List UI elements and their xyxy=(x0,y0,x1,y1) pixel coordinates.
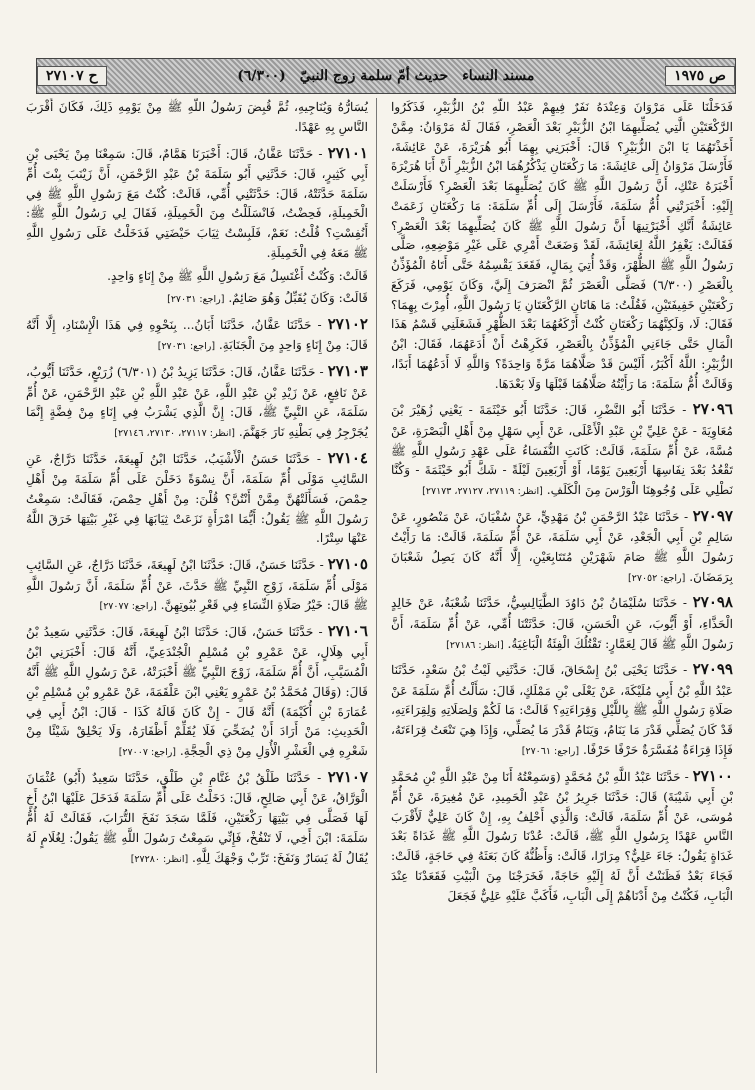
hadith-text: حَدَّثَنَا سُلَيْمَانُ بْنُ دَاوُدَ الطَّيَالِسِيُّ، حَدَّثَنَا شُعْبَةُ، عَنْ خَالِدٍ الْحَذَّاءِ، أَوْ أَيُّوبَ، عَنِ الْحَسَنِ، قَالَ: حَدَّثَتْنَا أُمِّي، عَنْ أُمِّ سَلَمَةَ، أَنَّ رَسُولَ اللَّهِ ﷺ قَالَ لِعَمَّارٍ: تَقْتُلُكَ الْفِئَةُ الْبَاغِيَةُ. xyxy=(391,596,733,651)
hadith-paragraph: ٢٧٠٩٩ - حَدَّثَنَا يَحْيَى بْنُ إِسْحَاقَ، قَالَ: حَدَّثَنِي لَيْثُ بْنُ سَعْدٍ، حَدَّثَنَا عَبْدُ اللَّهِ بْنُ أَبِي مُلَيْكَةَ، عَنْ يَعْلَى بْنِ مَمْلَكٍ، قَالَ: سَأَلْتُ أُمَّ سَلَمَةَ عَنْ صَلَاةِ رَسُولِ اللَّهِ ﷺ بِاللَّيْلِ وَقِرَاءَتِهِ؟ قَالَتْ: مَا لَكُمْ وَلِصَلَاتِهِ وَلِقِرَاءَتِهِ، قَدْ كَانَ يُصَلِّي قَدْرَ مَا يَنَامُ، وَيَنَامُ قَدْرَ مَا يُصَلِّي، وَإِذَا هِيَ تَنْعَتُ قِرَاءَتَهُ، فَإِذَا قِرَاءَةٌ مُفَسَّرَةٌ حَرْفًا حَرْفًا. [راجع: ٢٧٠٦١] xyxy=(391,660,733,757)
hadith-text: حَدَّثَنَا حَسَنُ الْأَشْيَبُ، حَدَّثَنَا ابْنُ لَهِيعَةَ، حَدَّثَنَا دَرَّاجٌ، عَنِ السَّائِبِ مَوْلَى أُمِّ سَلَمَةَ، أَنَّ نِسْوَةً دَخَلْنَ عَلَى أُمِّ سَلَمَةَ مِنْ أَهْلِ حِمْصَ، فَسَأَلَتْهُنَّ مِمَّنْ أَنْتُنَّ؟ قُلْنَ: مِنْ أَهْلِ حِمْصَ، فَقَالَتْ: سَمِعْتُ رَسُولَ اللَّهِ ﷺ يَقُولُ: أَيُّمَا امْرَأَةٍ نَزَعَتْ ثِيَابَهَا فِي غَيْرِ بَيْتِهَا خَرَقَ اللَّهُ عَنْهَا سِتْرًا. xyxy=(26,451,368,546)
hadith-text: يُسَارُّهُ وَيُنَاجِيهِ، ثُمَّ قُبِضَ رَسُولُ اللَّهِ ﷺ مِنْ يَوْمِهِ ذَلِكَ، فَكَانَ أَقْرَبَ النَّاسِ بِهِ عَهْدًا. xyxy=(26,100,368,134)
page-number: ص ١٩٧٥ xyxy=(665,66,735,86)
hadith-number: ٢٧١٠٦ xyxy=(327,622,368,641)
hadith-number: ٢٧١٠٥ xyxy=(327,555,368,574)
hadith-paragraph: ٢٧١٠٤ - حَدَّثَنَا حَسَنُ الْأَشْيَبُ، حَدَّثَنَا ابْنُ لَهِيعَةَ، حَدَّثَنَا دَرَّاجٌ، عَنِ السَّائِبِ مَوْلَى أُمِّ سَلَمَةَ، أَنَّ نِسْوَةً دَخَلْنَ عَلَى أُمِّ سَلَمَةَ مِنْ أَهْلِ حِمْصَ، فَسَأَلَتْهُنَّ مِمَّنْ أَنْتُنَّ؟ قُلْنَ: مِنْ أَهْلِ حِمْصَ، فَقَالَتْ: سَمِعْتُ رَسُولَ اللَّهِ ﷺ يَقُولُ: أَيُّمَا امْرَأَةٍ نَزَعَتْ ثِيَابَهَا فِي غَيْرِ بَيْتِهَا خَرَقَ اللَّهُ عَنْهَا سِتْرًا. xyxy=(26,448,368,546)
hadith-number: ٢٧١٠٠ xyxy=(692,766,733,785)
cross-reference: [راجع: ٢٧٠٣١] xyxy=(167,294,225,306)
hadith-number: ٢٧١٠٧ xyxy=(327,767,368,786)
cross-reference: [راجع: ٢٧٠٥٢] xyxy=(628,572,686,584)
cross-reference: [انظر: ٢٧٢٨٠] xyxy=(130,853,189,865)
cross-reference: [راجع: ٢٧٠٣١] xyxy=(157,341,216,353)
hadith-number: ٢٧٠٩٨ xyxy=(692,593,733,612)
hadith-text: حَدَّثَنَا عَفَّانُ، قَالَ: حَدَّثَنَا يَزِيدُ بْنُ (٦/٣٠١) زُرَيْعٍ، حَدَّثَنَا أَيُّوبُ، عَنْ نَافِعٍ، عَنْ زَيْدِ بْنِ عَبْدِ اللَّهِ، عَنْ عَبْدِ اللَّهِ بْنِ عَبْدِ الرَّحْمَنِ، عَنْ أُمِّ سَلَمَةَ، عَنِ النَّبِيِّ ﷺ، قَالَ: إِنَّ الَّذِي يَشْرَبُ فِي إِنَاءٍ مِنْ فِضَّةٍ إِنَّمَا يُجَرْجِرُ فِي بَطْنِهِ نَارَ جَهَنَّمَ. xyxy=(26,365,368,440)
hadith-number: ٢٧١٠١ xyxy=(327,143,368,162)
book-title: مسند النساء xyxy=(462,68,535,84)
hadith-paragraph xyxy=(391,98,733,394)
hadith-text: حَدَّثَنَا حَسَنٌ، قَالَ: حَدَّثَنَا ابْنُ لَهِيعَةَ، حَدَّثَنَا دَرَّاجٌ، عَنِ السَّائِبِ مَوْلَى أُمِّ سَلَمَةَ، زَوْجِ النَّبِيِّ ﷺ حَدَّثَ، عَنْ أُمِّ سَلَمَةَ، أَنَّ رَسُولَ اللَّهِ ﷺ قَالَ: خَيْرُ صَلَاةِ النِّسَاءِ فِي قَعْرِ بُيُوتِهِنَّ. xyxy=(26,558,368,613)
column-divider xyxy=(376,98,377,1073)
hadith-paragraph: ٢٧١٠٢ - حَدَّثَنَا عَفَّانُ، حَدَّثَنَا أَبَانُ... بِنَحْوِهِ فِي هَذَا الْإِسْنَادِ، إِلَّا أَنَّهُ قَالَ: مِنْ إِنَاءٍ وَاحِدٍ مِنَ الْجَنَابَةِ. [راجع: ٢٧٠٣١] xyxy=(26,315,368,353)
hadith-text: حَدَّثَنَا عَبْدُ الرَّحْمَنِ بْنُ مَهْدِيٍّ، عَنْ سُفْيَانَ، عَنْ مَنْصُورٍ، عَنْ سَالِمِ بْنِ أَبِي الْجَعْدِ، عَنْ أَبِي سَلَمَةَ، عَنْ أُمِّ سَلَمَةَ، قَالَتْ: مَا رَأَيْتُ رَسُولَ اللَّهِ ﷺ صَامَ شَهْرَيْنِ مُتَتَابِعَيْنِ، إِلَّا أَنَّهُ كَانَ يَصِلُ شَعْبَانَ بِرَمَضَانَ. xyxy=(391,509,733,584)
hadith-paragraph: ٢٧١٠٠ - حَدَّثَنَا عَبْدُ اللَّهِ بْنُ مُحَمَّدٍ (وَسَمِعْتُهُ أَنَا مِنْ عَبْدِ اللَّهِ بْنِ مُحَمَّدِ بْنِ أَبِي شَيْبَةَ) قَالَ: حَدَّثَنَا جَرِيرُ بْنُ عَبْدِ الْحَمِيدِ، عَنْ مُغِيرَةَ، عَنْ أُمِّ مُوسَى، عَنْ أُمِّ سَلَمَةَ، قَالَتْ: وَالَّذِي أَحْلِفُ بِهِ، إِنْ كَانَ عَلِيٌّ لَأَقْرَبَ النَّاسِ عَهْدًا بِرَسُولِ اللَّهِ ﷺ، قَالَتْ: عُدْنَا رَسُولَ اللَّهِ ﷺ غَدَاةً بَعْدَ غَدَاةٍ يَقُولُ: جَاءَ عَلِيٌّ؟ مِرَارًا، قَالَتْ: وَأَظُنُّهُ كَانَ بَعَثَهُ فِي حَاجَةٍ، قَالَتْ: فَجَاءَ بَعْدُ فَظَنَنْتُ أَنَّ لَهُ إِلَيْهِ حَاجَةً، فَخَرَجْنَا مِنَ الْبَيْتِ فَقَعَدْنَا عِنْدَ الْبَابِ، فَكُنْتُ مِنْ أَدْنَاهُمْ إِلَى الْبَابِ، فَأَكَبَّ عَلَيْهِ عَلِيٌّ فَجَعَلَ xyxy=(391,766,733,903)
hadith-text: حَدَّثَنَا طَلْقُ بْنُ غَنَّامِ بْنِ طَلْقٍ، حَدَّثَنَا سَعِيدٌ (أَبُو) عُثْمَانَ الْوَرَّاقُ، عَنْ أَبِي صَالِحٍ، قَالَ: دَخَلْتُ عَلَى أُمِّ سَلَمَةَ فَدَخَلَ عَلَيْهَا ابْنُ أَخٍ لَهَا فَصَلَّى فِي بَيْتِهَا رَكْعَتَيْنِ، فَلَمَّا سَجَدَ نَفَخَ التُّرَابَ، فَقَالَتْ لَهُ أُمُّ سَلَمَةَ: ابْنَ أَخِي، لَا تَنْفُخْ، فَإِنِّي سَمِعْتُ رَسُولَ اللَّهِ ﷺ يَقُولُ: لِغُلَامٍ لَهُ يُقَالُ لَهُ يَسَارٌ وَنَفَخَ: تَرِّبْ وَجْهَكَ لِلَّهِ. xyxy=(26,770,368,865)
hadith-text: حَدَّثَنَا عَفَّانُ، قَالَ: أَخْبَرَنَا هَمَّامٌ، قَالَ: سَمِعْنَا مِنْ يَحْيَى بْنِ أَبِي كَثِيرٍ، قَالَ: حَدَّثَنِي أَبُو سَلَمَةَ بْنُ عَبْدِ الرَّحْمَنِ، أَنَّ زَيْنَبَ بِنْتَ أُمِّ سَلَمَةَ حَدَّثَتْهُ، قَالَ: حَدَّثَتْنِي أُمِّي، قَالَتْ: كُنْتُ مَعَ رَسُولِ اللَّهِ ﷺ فِي الْخَمِيلَةِ، فَحِضْتُ، فَانْسَلَلْتُ مِنَ الْخَمِيلَةِ، فَقَالَ لِي رَسُولُ اللَّهِ ﷺ: أَنُفِسْتِ؟ قُلْتُ: نَعَمْ، فَلَبِسْتُ ثِيَابَ حَيْضَتِي فَدَخَلْتُ عَلَى رَسُولِ اللَّهِ ﷺ مَعَهُ فِي الْخَمِيلَةِ. xyxy=(26,146,368,260)
hadith-text: حَدَّثَنَا يَحْيَى بْنُ إِسْحَاقَ، قَالَ: حَدَّثَنِي لَيْثُ بْنُ سَعْدٍ، حَدَّثَنَا عَبْدُ اللَّهِ بْنُ أَبِي مُلَيْكَةَ، عَنْ يَعْلَى بْنِ مَمْلَكٍ، قَالَ: سَأَلْتُ أُمَّ سَلَمَةَ عَنْ صَلَاةِ رَسُولِ اللَّهِ ﷺ بِاللَّيْلِ وَقِرَاءَتِهِ؟ قَالَتْ: مَا لَكُمْ وَلِصَلَاتِهِ وَلِقِرَاءَتِهِ، قَدْ كَانَ يُصَلِّي قَدْرَ مَا يَنَامُ، وَيَنَامُ قَدْرَ مَا يُصَلِّي، وَإِذَا هِيَ تَنْعَتُ قِرَاءَتَهُ، فَإِذَا قِرَاءَةٌ مُفَسَّرَةٌ حَرْفًا حَرْفًا. xyxy=(391,663,733,757)
hadith-text: حَدَّثَنَا أَبُو النَّضْرِ، قَالَ: حَدَّثَنَا أَبُو خَيْثَمَةَ - يَعْنِي زُهَيْرَ بْنَ مُعَاوِيَةَ - عَنْ عَلِيِّ بْنِ عَبْدِ الْأَعْلَى، عَنْ أَبِي سَهْلٍ مِنْ أَهْلِ الْبَصْرَةِ، عَنْ مُسَّةَ، عَنْ أُمِّ سَلَمَةَ، قَالَتْ: كَانَتِ النُّفَسَاءُ عَلَى عَهْدِ رَسُولِ اللَّهِ ﷺ تَقْعُدُ بَعْدَ نِفَاسِهَا أَرْبَعِينَ يَوْمًا، أَوْ أَرْبَعِينَ لَيْلَةً - شَكَّ أَبُو خَيْثَمَةَ - وَكُنَّا نَطْلِي عَلَى وُجُوهِنَا الْوَرْسَ مِنَ الْكَلَفِ. xyxy=(391,403,733,498)
hadith-paragraph: ٢٧١٠٣ - حَدَّثَنَا عَفَّانُ، قَالَ: حَدَّثَنَا يَزِيدُ بْنُ (٦/٣٠١) زُرَيْعٍ، حَدَّثَنَا أَيُّوبُ، عَنْ نَافِعٍ، عَنْ زَيْدِ بْنِ عَبْدِ اللَّهِ، عَنْ عَبْدِ اللَّهِ بْنِ عَبْدِ الرَّحْمَنِ، عَنْ أُمِّ سَلَمَةَ، عَنِ النَّبِيِّ ﷺ، قَالَ: إِنَّ الَّذِي يَشْرَبُ فِي إِنَاءٍ مِنْ فِضَّةٍ إِنَّمَا يُجَرْجِرُ فِي بَطْنِهِ نَارَ جَهَنَّمَ. [انظر: ٢٧١١٧، ٢٧١٣٠، ٢٧١٤٦] xyxy=(26,362,368,440)
hadith-number: ٢٧١٠٤ xyxy=(327,448,368,467)
hadith-text: حَدَّثَنَا عَفَّانُ، حَدَّثَنَا أَبَانُ... بِنَحْوِهِ فِي هَذَا الْإِسْنَادِ، إِلَّا أَنَّهُ قَالَ: مِنْ إِنَاءٍ وَاحِدٍ مِنَ الْجَنَابَةِ. xyxy=(26,318,368,353)
hadith-text: فَدَخَلْنَا عَلَى مَرْوَانَ وَعِنْدَهُ نَفَرٌ فِيهِمْ عَبْدُ اللَّهِ بْنُ الزُّبَيْرِ، فَذَكَرُوا الرَّكْعَتَيْنِ الَّتِي يُصَلِّيهِمَا ابْنُ الزُّبَيْرِ بَعْدَ الْعَصْرِ، فَقَالَ لَهُ مَرْوَانُ: مِمَّنْ أَخَذْتَهُمَا يَا ابْنَ الزُّبَيْرِ؟ قَالَ: أَخْبَرَنِي بِهِمَا أَبُو هُرَيْرَةَ، عَنْ عَائِشَةَ، فَأَرْسَلَ مَرْوَانُ إِلَى عَائِشَةَ: مَا رَكْعَتَانِ يَذْكُرُهُمَا ابْنُ الزُّبَيْرِ أَنَّ أَبَا هُرَيْرَةَ أَخْبَرَهُ عَنْكِ، أَنَّ رَسُولَ اللَّهِ ﷺ كَانَ يُصَلِّيهِمَا بَعْدَ الْعَصْرِ؟ فَأَرْسَلَتْ إِلَيْهِ: أَخْبَرَتْنِي أُمُّ سَلَمَةَ، فَأَرْسَلَ إِلَى أُمِّ سَلَمَةَ: مَا رَكْعَتَانِ زَعَمَتْ عَائِشَةُ أَنَّكِ أَخْبَرْتِيهَا أَنَّ رَسُولَ اللَّهِ ﷺ كَانَ يُصَلِّيهِمَا بَعْدَ الْعَصْرِ؟ فَقَالَتْ: يَغْفِرُ اللَّهُ لِعَائِشَةَ، لَقَدْ وَضَعَتْ أَمْرِي عَلَى غَيْرِ مَوْضِعِهِ، صَلَّى رَسُولُ اللَّهِ ﷺ الظُّهْرَ، وَقَدْ أُتِيَ بِمَالٍ، فَقَعَدَ يَقْسِمُهُ حَتَّى أَتَاهُ الْمُؤَذِّنُ بِالْعَصْرِ (٦/٣٠٠) فَصَلَّى الْعَصْرَ ثُمَّ انْصَرَفَ إِلَيَّ، وَكَانَ يَوْمِي، فَرَكَعَ رَكْعَتَيْنِ خَفِيفَتَيْنِ، فَقُلْتُ: مَا هَاتَانِ الرَّكْعَتَانِ يَا رَسُولَ اللَّهِ، أُمِرْتَ بِهِمَا؟ فَقَالَ: لَا، وَلَكِنَّهُمَا رَكْعَتَانِ كُنْتُ أَرْكَعُهُمَا بَعْدَ الظُّهْرِ فَشَغَلَنِي قَسْمُ هَذَا الْمَالِ حَتَّى جَاءَنِي الْمُؤَذِّنُ بِالْعَصْرِ، فَكَرِهْتُ أَنْ أَدَعَهُمَا، فَقَالَ: ابْنُ الزُّبَيْرِ: اللَّهُ أَكْبَرُ، أَلَيْسَ قَدْ صَلَّاهُمَا مَرَّةً وَاحِدَةً؟ وَاللَّهِ لَا أَدَعُهُمَا أَبَدًا، وَقَالَتْ أُمُّ سَلَمَةَ: مَا رَأَيْتُهُ صَلَّاهُمَا قَبْلَهَا وَلَا بَعْدَهَا. xyxy=(391,100,733,391)
page-header xyxy=(36,58,736,94)
left-column xyxy=(26,98,368,1078)
hadith-paragraph: ٢٧١٠٧ - حَدَّثَنَا طَلْقُ بْنُ غَنَّامِ بْنِ طَلْقٍ، حَدَّثَنَا سَعِيدٌ (أَبُو) عُثْمَانَ الْوَرَّاقُ، عَنْ أَبِي صَالِحٍ، قَالَ: دَخَلْتُ عَلَى أُمِّ سَلَمَةَ فَدَخَلَ عَلَيْهَا ابْنُ أَخٍ لَهَا فَصَلَّى فِي بَيْتِهَا رَكْعَتَيْنِ، فَلَمَّا سَجَدَ نَفَخَ التُّرَابَ، فَقَالَتْ لَهُ أُمُّ سَلَمَةَ: ابْنَ أَخِي، لَا تَنْفُخْ، فَإِنِّي سَمِعْتُ رَسُولَ اللَّهِ ﷺ يَقُولُ: لِغُلَامٍ لَهُ يُقَالُ لَهُ يَسَارٌ وَنَفَخَ: تَرِّبْ وَجْهَكَ لِلَّهِ. [انظر: ٢٧٢٨٠] xyxy=(26,767,368,865)
cross-reference: [انظر: ٢٧١١٩، ٢٧١٢٧، ٢٧١٧٣] xyxy=(422,486,543,498)
hadith-paragraph: ٢٧٠٩٧ - حَدَّثَنَا عَبْدُ الرَّحْمَنِ بْنُ مَهْدِيٍّ، عَنْ سُفْيَانَ، عَنْ مَنْصُورٍ، عَنْ سَالِمِ بْنِ أَبِي الْجَعْدِ، عَنْ أَبِي سَلَمَةَ، عَنْ أُمِّ سَلَمَةَ، قَالَتْ: مَا رَأَيْتُ رَسُولَ اللَّهِ ﷺ صَامَ شَهْرَيْنِ مُتَتَابِعَيْنِ، إِلَّا أَنَّهُ كَانَ يَصِلُ شَعْبَانَ بِرَمَضَانَ. [راجع: ٢٧٠٥٢] xyxy=(391,506,733,584)
hadith-paragraph xyxy=(26,267,368,287)
hadith-number: ٢٧٠٩٩ xyxy=(692,660,733,679)
cross-reference: [انظر: ٢٧١٨٦] xyxy=(446,639,504,651)
volume-reference: (٦/٣٠٠) xyxy=(237,68,286,84)
hadith-text: حَدَّثَنَا عَبْدُ اللَّهِ بْنُ مُحَمَّدٍ (وَسَمِعْتُهُ أَنَا مِنْ عَبْدِ اللَّهِ بْنِ مُحَمَّدِ بْنِ أَبِي شَيْبَةَ) قَالَ: حَدَّثَنَا جَرِيرُ بْنُ عَبْدِ الْحَمِيدِ، عَنْ مُغِيرَةَ، عَنْ أُمِّ مُوسَى، عَنْ أُمِّ سَلَمَةَ، قَالَتْ: وَالَّذِي أَحْلِفُ بِهِ، إِنْ كَانَ عَلِيٌّ لَأَقْرَبَ النَّاسِ عَهْدًا بِرَسُولِ اللَّهِ ﷺ، قَالَتْ: عُدْنَا رَسُولَ اللَّهِ ﷺ غَدَاةً بَعْدَ غَدَاةٍ يَقُولُ: جَاءَ عَلِيٌّ؟ مِرَارًا، قَالَتْ: وَأَظُنُّهُ كَانَ بَعَثَهُ فِي حَاجَةٍ، قَالَتْ: فَجَاءَ بَعْدُ فَظَنَنْتُ أَنَّ لَهُ إِلَيْهِ حَاجَةً، فَخَرَجْنَا مِنَ الْبَيْتِ فَقَعَدْنَا عِنْدَ الْبَابِ، فَكُنْتُ مِنْ أَدْنَاهُمْ إِلَى الْبَابِ، فَأَكَبَّ عَلَيْهِ عَلِيٌّ فَجَعَلَ xyxy=(391,769,733,903)
hadith-number: ٢٧١٠٣ xyxy=(327,362,368,381)
hadith-paragraph: ٢٧١٠٥ - حَدَّثَنَا حَسَنٌ، قَالَ: حَدَّثَنَا ابْنُ لَهِيعَةَ، حَدَّثَنَا دَرَّاجٌ، عَنِ السَّائِبِ مَوْلَى أُمِّ سَلَمَةَ، زَوْجِ النَّبِيِّ ﷺ حَدَّثَ، عَنْ أُمِّ سَلَمَةَ، أَنَّ رَسُولَ اللَّهِ ﷺ قَالَ: خَيْرُ صَلَاةِ النِّسَاءِ فِي قَعْرِ بُيُوتِهِنَّ. [راجع: ٢٧٠٧٧] xyxy=(26,555,368,613)
hadith-number: ٢٧٠٩٧ xyxy=(692,506,733,525)
hadith-text: قَالَتْ: وَكُنْتُ أَغْتَسِلُ مَعَ رَسُولِ اللَّهِ ﷺ مِنْ إِنَاءٍ وَاحِدٍ. xyxy=(107,268,368,283)
cross-reference: [راجع: ٢٧٠٧٧] xyxy=(99,601,157,613)
hadith-paragraph xyxy=(26,289,368,309)
hadith-number: ٢٧٠٩٦ xyxy=(692,400,733,419)
hadith-paragraph: ٢٧٠٩٦ - حَدَّثَنَا أَبُو النَّضْرِ، قَالَ: حَدَّثَنَا أَبُو خَيْثَمَةَ - يَعْنِي زُهَيْرَ بْنَ مُعَاوِيَةَ - عَنْ عَلِيِّ بْنِ عَبْدِ الْأَعْلَى، عَنْ أَبِي سَهْلٍ مِنْ أَهْلِ الْبَصْرَةِ، عَنْ مُسَّةَ، عَنْ أُمِّ سَلَمَةَ، قَالَتْ: كَانَتِ النُّفَسَاءُ عَلَى عَهْدِ رَسُولِ اللَّهِ ﷺ تَقْعُدُ بَعْدَ نِفَاسِهَا أَرْبَعِينَ يَوْمًا، أَوْ أَرْبَعِينَ لَيْلَةً - شَكَّ أَبُو خَيْثَمَةَ - وَكُنَّا نَطْلِي عَلَى وُجُوهِنَا الْوَرْسَ مِنَ الْكَلَفِ. [انظر: ٢٧١١٩، ٢٧١٢٧، ٢٧١٧٣] xyxy=(391,400,733,498)
header-titles xyxy=(237,68,534,84)
hadith-number-range: ح ٢٧١٠٧ xyxy=(37,66,107,86)
hadith-paragraph xyxy=(26,98,368,138)
hadith-text: قَالَتْ: وَكَانَ يُقَبِّلُ وَهُوَ صَائِمٌ. xyxy=(228,291,368,306)
hadith-paragraph: ٢٧١٠٦ - حَدَّثَنَا حَسَنٌ، قَالَ: حَدَّثَنَا ابْنُ لَهِيعَةَ، قَالَ: حَدَّثَنِي سَعِيدُ بْنُ أَبِي هِلَالٍ، عَنْ عَمْرِو بْنِ مُسْلِمٍ الْجُنْدَعِيِّ، أَنَّهُ قَالَ: أَخْبَرَنِي ابْنُ الْمُسَيَّبِ، أَنَّ أُمَّ سَلَمَةَ، زَوْجَ النَّبِيِّ ﷺ أَخْبَرَتْهُ، عَنْ رَسُولِ اللَّهِ ﷺ أَنَّهُ قَالَ: (وَقَالَ مُحَمَّدُ بْنُ عَمْرٍو يَعْنِي ابْنَ عَلْقَمَةَ، عَنْ عَمْرِو بْنِ مُسْلِمِ بْنِ عُمَارَةَ بْنِ أُكَيْمَةَ) أَنَّهُ قَالَ - إِنْ كَانَ قَالَهُ كَذَا - قَالَ: ابْنُ أَبِي فِي الْحَدِيثِ: مَنْ أَرَادَ أَنْ يُضَحِّيَ فَلَا يُقَلِّمْ أَظْفَارَهُ، وَلَا يَحْلِقْ شَيْئًا مِنْ شَعْرِهِ فِي الْعَشْرِ الْأُوَلِ مِنْ ذِي الْحِجَّةِ. [راجع: ٢٧٠٠٧] xyxy=(26,622,368,759)
hadith-paragraph: ٢٧١٠١ - حَدَّثَنَا عَفَّانُ، قَالَ: أَخْبَرَنَا هَمَّامٌ، قَالَ: سَمِعْنَا مِنْ يَحْيَى بْنِ أَبِي كَثِيرٍ، قَالَ: حَدَّثَنِي أَبُو سَلَمَةَ بْنُ عَبْدِ الرَّحْمَنِ، أَنَّ زَيْنَبَ بِنْتَ أُمِّ سَلَمَةَ حَدَّثَتْهُ، قَالَ: حَدَّثَتْنِي أُمِّي، قَالَتْ: كُنْتُ مَعَ رَسُولِ اللَّهِ ﷺ فِي الْخَمِيلَةِ، فَحِضْتُ، فَانْسَلَلْتُ مِنَ الْخَمِيلَةِ، فَقَالَ لِي رَسُولُ اللَّهِ ﷺ: أَنُفِسْتِ؟ قُلْتُ: نَعَمْ، فَلَبِسْتُ ثِيَابَ حَيْضَتِي فَدَخَلْتُ عَلَى رَسُولِ اللَّهِ ﷺ مَعَهُ فِي الْخَمِيلَةِ. xyxy=(26,143,368,260)
hadith-number: ٢٧١٠٢ xyxy=(327,315,368,334)
cross-reference: [راجع: ٢٧٠٠٧] xyxy=(118,747,177,759)
cross-reference: [راجع: ٢٧٠٦١] xyxy=(521,745,580,757)
right-column xyxy=(391,98,733,1078)
hadith-paragraph: ٢٧٠٩٨ - حَدَّثَنَا سُلَيْمَانُ بْنُ دَاوُدَ الطَّيَالِسِيُّ، حَدَّثَنَا شُعْبَةُ، عَنْ خَالِدٍ الْحَذَّاءِ، أَوْ أَيُّوبَ، عَنِ الْحَسَنِ، قَالَ: حَدَّثَتْنَا أُمِّي، عَنْ أُمِّ سَلَمَةَ، أَنَّ رَسُولَ اللَّهِ ﷺ قَالَ لِعَمَّارٍ: تَقْتُلُكَ الْفِئَةُ الْبَاغِيَةُ. [انظر: ٢٧١٨٦] xyxy=(391,593,733,651)
cross-reference: [انظر: ٢٧١١٧، ٢٧١٣٠، ٢٧١٤٦] xyxy=(114,428,235,440)
hadith-text: حَدَّثَنَا حَسَنٌ، قَالَ: حَدَّثَنَا ابْنُ لَهِيعَةَ، قَالَ: حَدَّثَنِي سَعِيدُ بْنُ أَبِي هِلَالٍ، عَنْ عَمْرِو بْنِ مُسْلِمٍ الْجُنْدَعِيِّ، أَنَّهُ قَالَ: أَخْبَرَنِي ابْنُ الْمُسَيَّبِ، أَنَّ أُمَّ سَلَمَةَ، زَوْجَ النَّبِيِّ ﷺ أَخْبَرَتْهُ، عَنْ رَسُولِ اللَّهِ ﷺ أَنَّهُ قَالَ: (وَقَالَ مُحَمَّدُ بْنُ عَمْرٍو يَعْنِي ابْنَ عَلْقَمَةَ، عَنْ عَمْرِو بْنِ مُسْلِمِ بْنِ عُمَارَةَ بْنِ أُكَيْمَةَ) أَنَّهُ قَالَ - إِنْ كَانَ قَالَهُ كَذَا - قَالَ: ابْنُ أَبِي فِي الْحَدِيثِ: مَنْ أَرَادَ أَنْ يُضَحِّيَ فَلَا يُقَلِّمْ أَظْفَارَهُ، وَلَا يَحْلِقْ شَيْئًا مِنْ شَعْرِهِ فِي الْعَشْرِ الْأُوَلِ مِنْ ذِي الْحِجَّةِ. xyxy=(26,625,368,759)
hadith-title: حديث أمّ سلمة زوج النبيّ xyxy=(299,68,449,84)
